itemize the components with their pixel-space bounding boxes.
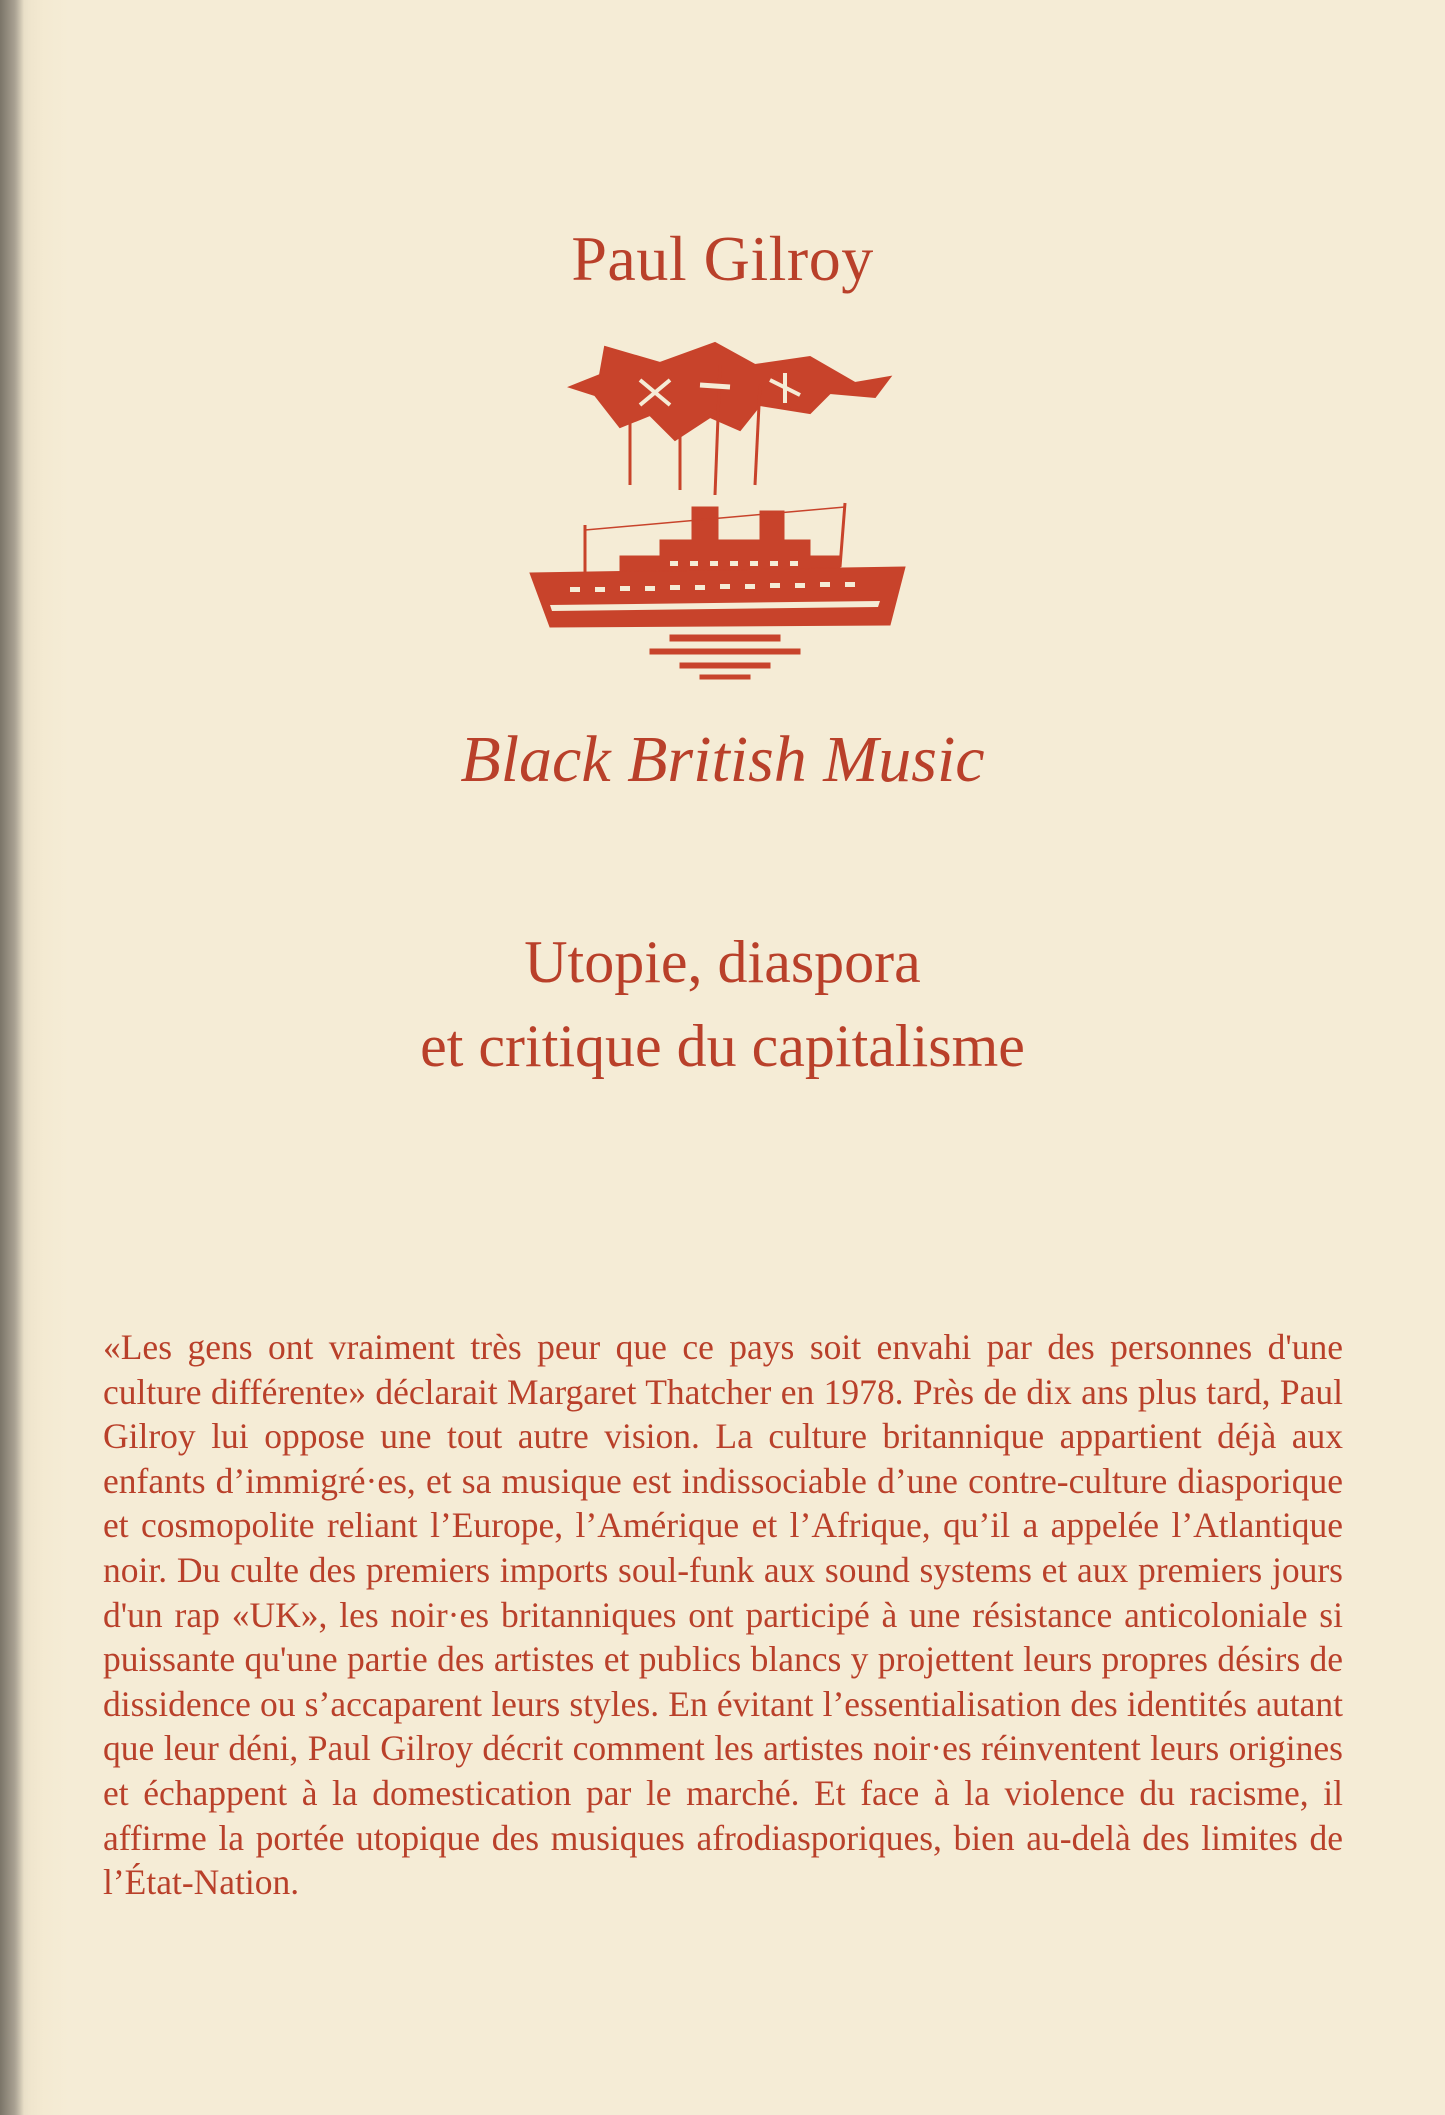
author-name: Paul Gilroy [571, 223, 874, 294]
back-cover-blurb: «Les gens ont vraiment très peur que ce pays soit envahi par des personnes d'une culture différente» déclarait Margaret Thatcher en 1978. Près de dix ans plus tard, Paul Gilroy lui oppose une tout autre vision. La culture britannique appartient déjà aux enfants d’immigré·es, et sa musique est indissociable d’une contre-culture diasporique et cosmopolite reliant l’Europe, l’Amérique et l’Afrique, qu’il a appelée l’Atlantique noir. Du culte des premiers imports soul-funk aux sound systems et aux premiers jours d'un rap «UK», les noir·es britanniques ont participé à une résistance anticoloniale si puissante qu'une partie des artistes et publics blancs y projettent leurs propres désirs de dissidence ou s’accaparent leurs styles. En évitant l’essentialisation des identités autant que leur déni, Paul Gilroy décrit comment les artistes noir·es réinventent leurs origines et échappent à la domestication par le marché. Et face à la violence du racisme, il affirme la portée utopique des musiques afrodiasporiques, bien au-delà des limites de l’État-Nation. [103, 1327, 1343, 1903]
title-line: et critique du capitalisme [420, 1013, 1025, 1079]
ocean-liner-with-flags-icon [510, 335, 930, 685]
book-title [0, 920, 1445, 1088]
english-subtitle: Black British Music [460, 723, 985, 796]
title-line: Utopie, diaspora [524, 929, 921, 995]
